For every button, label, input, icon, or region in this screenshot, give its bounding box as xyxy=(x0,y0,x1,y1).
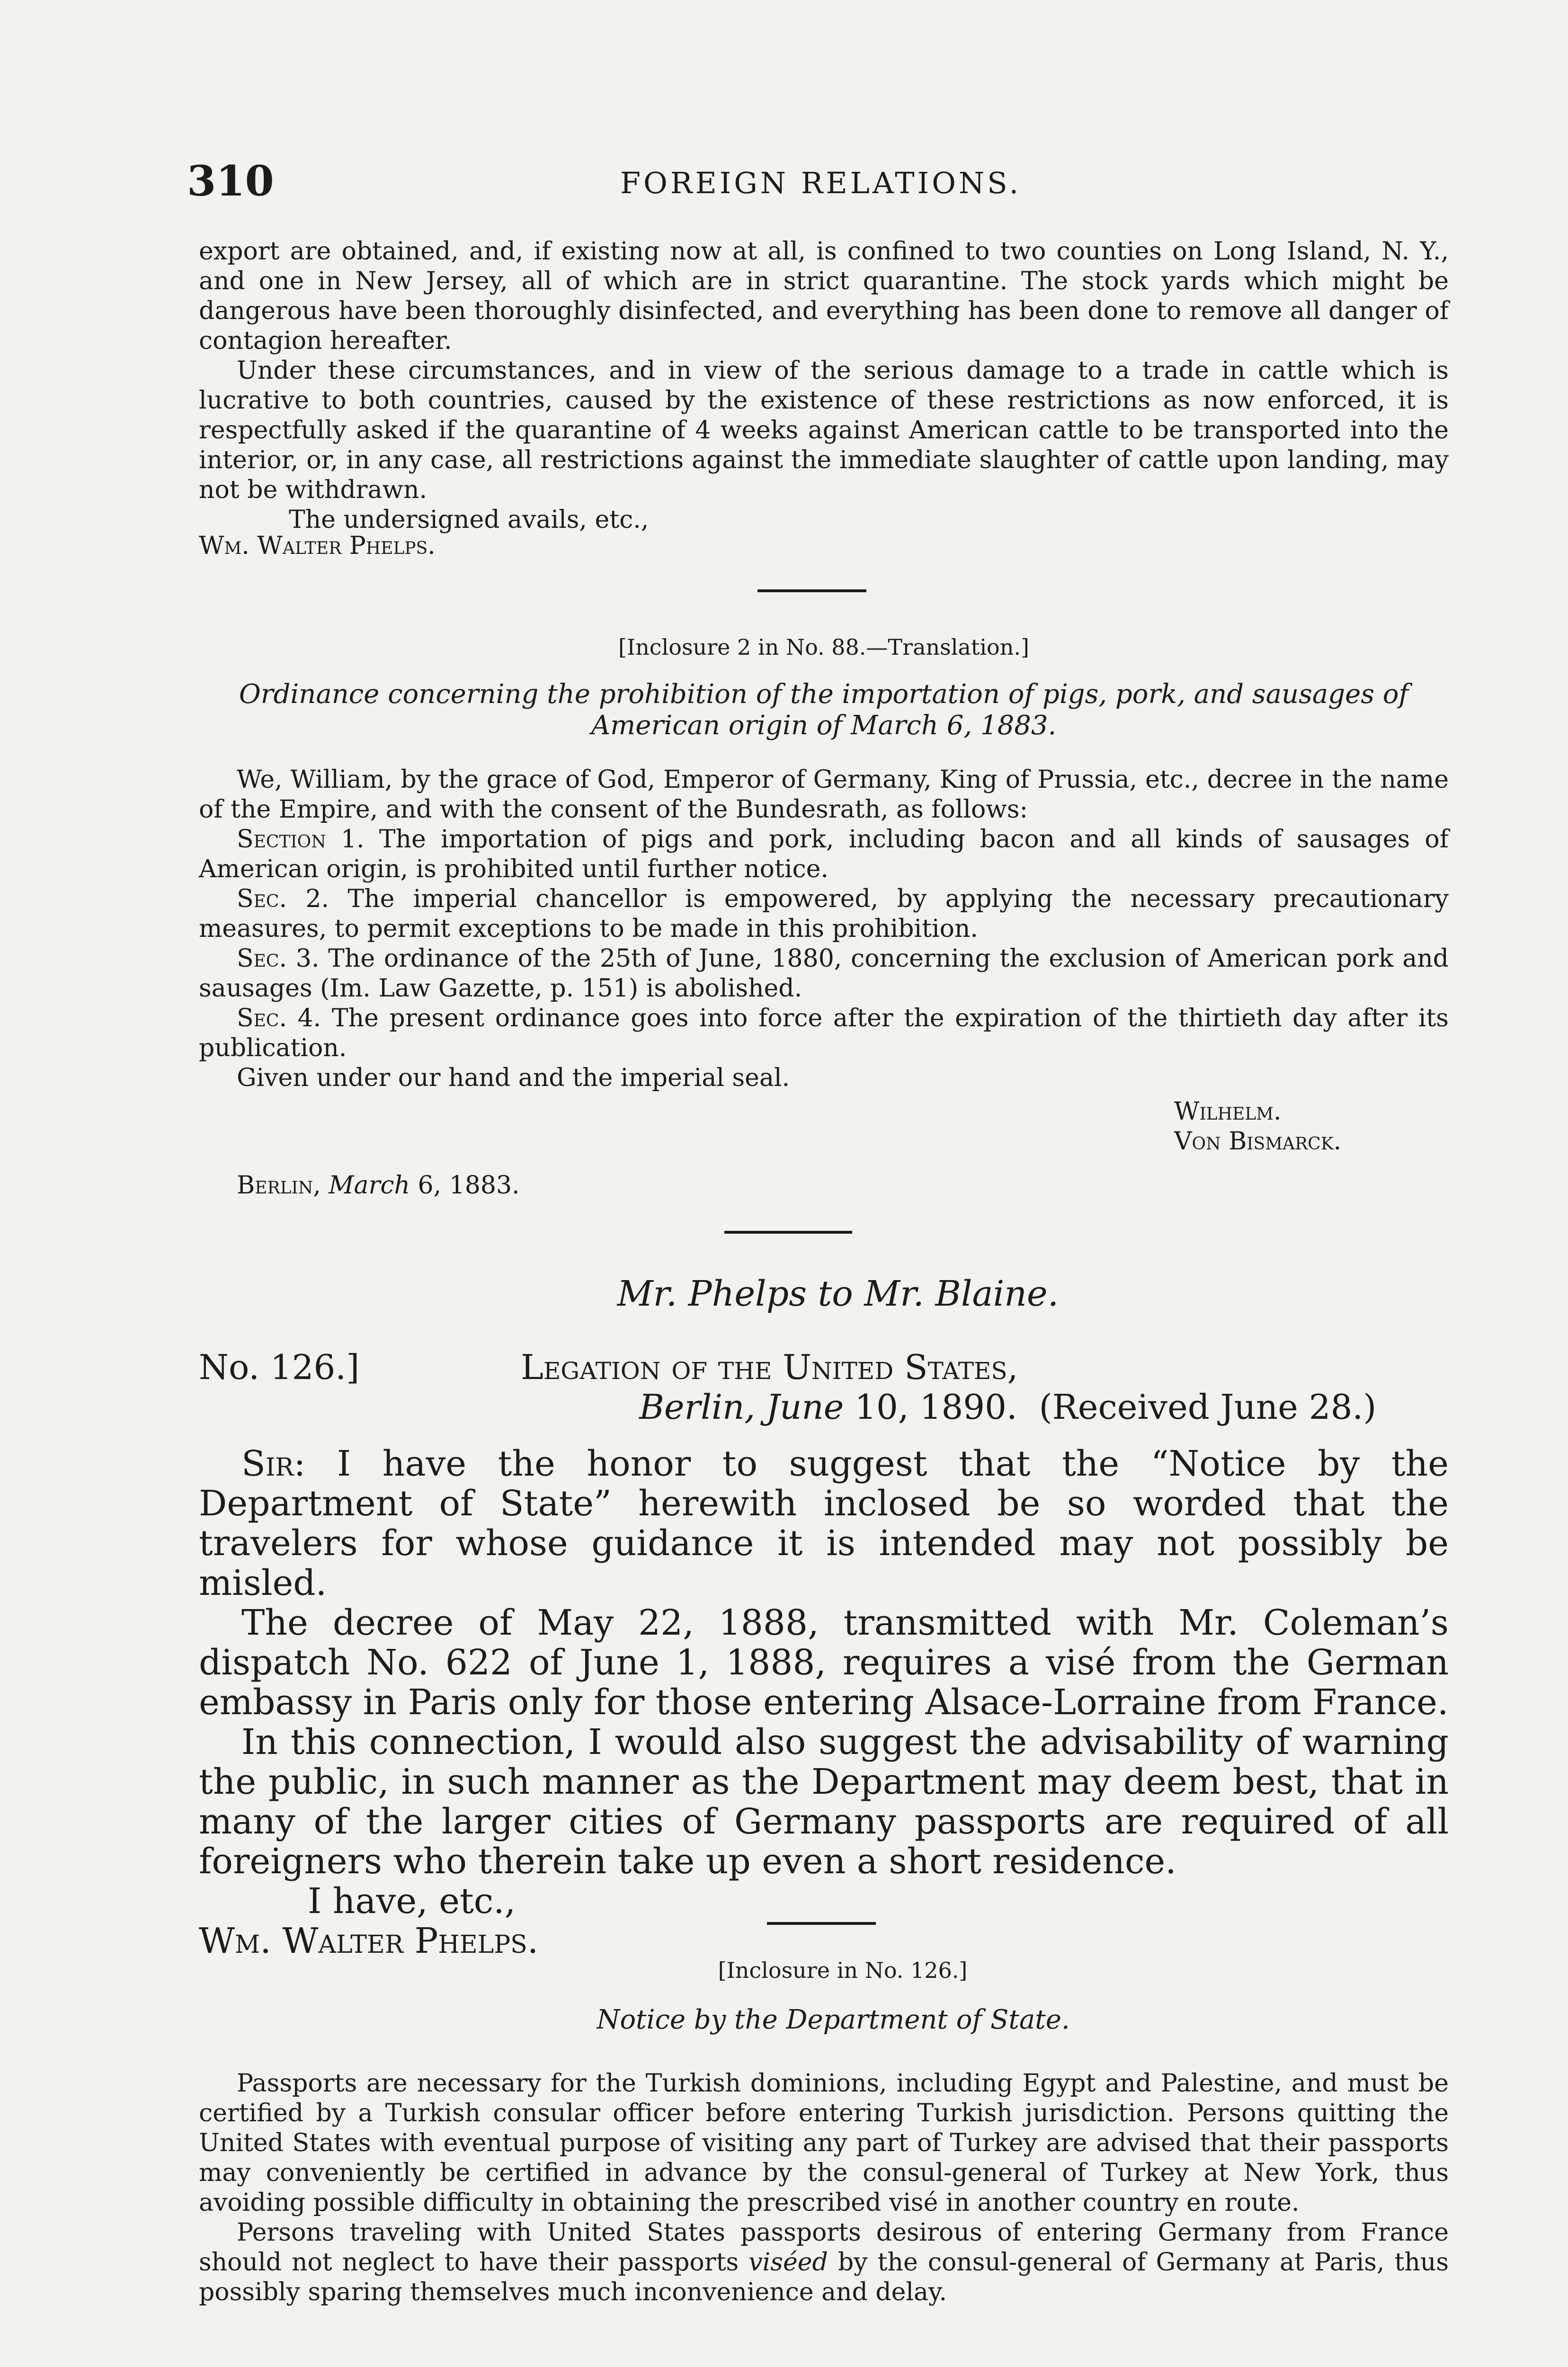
inclosure-notice xyxy=(199,1958,1449,2307)
preamble: We, William, by the grace of God, Emperor of Germany, King of Prussia, etc., decree in the name of the Empire, and with the consent of the Bundesrath, as follows: xyxy=(199,765,1449,824)
date-rest: 6, 1883. xyxy=(410,1171,520,1200)
ordinance-title-line-2: American origin of March 6, 1883. xyxy=(591,710,1057,741)
paragraph-text: I have the honor to suggest that the “Notice by the Department of State” herewith inclosed be so worded that the travelers for whose guidance it is intended may not possibly be misled. xyxy=(199,1443,1449,1603)
inclosure-label: [Inclosure in No. 126.] xyxy=(718,1958,968,1983)
ordinance-title-line-1: Ordinance concerning the prohibition of the importation of pigs, pork, and sausages of xyxy=(239,679,1409,710)
divider xyxy=(767,1922,876,1925)
legation-line xyxy=(199,1347,1449,1387)
section-head: Sec. 4. xyxy=(237,1004,321,1032)
signer: Wilhelm. xyxy=(1174,1097,1282,1126)
paragraph: In this connection, I would also suggest the advisability of warning the public, in such manner as the Department may deem best, that in many of the larger cities of Germany passports are required of all foreigners who therein take up even a short residence. xyxy=(199,1722,1449,1882)
signers xyxy=(1174,1097,1449,1157)
section-text: The ordinance of the 25th of June, 1880, concerning the exclusion of American pork and sausages (Im. Law Gazette, p. 151) is abolished. xyxy=(199,944,1449,1003)
section-4 xyxy=(199,1004,1449,1063)
section-2 xyxy=(199,884,1449,944)
date-line xyxy=(199,1387,1449,1427)
section-text: The present ordinance goes into force after the expiration of the thirtieth day after its publication. xyxy=(199,1004,1449,1062)
paragraph xyxy=(199,2218,1449,2307)
section-text: The imperial chancellor is empowered, by applying the necessary precautionary measures, to permit exceptions to be made in this prohibition. xyxy=(199,885,1449,943)
paragraph-italic: viséed xyxy=(748,2248,828,2277)
page-number: 310 xyxy=(187,156,274,205)
paragraph: export are obtained, and, if existing now at all, is confined to two counties on Long Island, N. Y., and one in New Jersey, all of which are in strict quarantine. The stock yards which might be dangerous have been thoroughly disinfected, and everything has been done to remove all danger of contagion hereafter. xyxy=(199,237,1449,355)
section-3 xyxy=(199,944,1449,1004)
dateline xyxy=(237,1171,1449,1201)
given-clause: Given under our hand and the imperial seal. xyxy=(237,1064,790,1092)
running-head: FOREIGN RELATIONS. xyxy=(620,166,1022,200)
divider xyxy=(757,589,866,592)
section-head: Sec. 2. xyxy=(237,885,329,913)
letter-body xyxy=(199,1444,1449,1961)
date-month: March xyxy=(329,1171,410,1200)
legation: Legation of the United States, xyxy=(521,1347,1018,1387)
salutation: Sir: xyxy=(241,1443,306,1484)
place: Berlin, xyxy=(237,1171,321,1200)
notice-title: Notice by the Department of State. xyxy=(597,2004,1070,2035)
signature: Wm. Walter Phelps. xyxy=(199,532,436,560)
letter-date-month: June xyxy=(766,1387,844,1427)
inclosure-label: [Inclosure 2 in No. 88.—Translation.] xyxy=(618,634,1029,660)
paragraph: The decree of May 22, 1888, transmitted with Mr. Coleman’s dispatch No. 622 of June 1, 1888, requires a visé from the German embassy in Paris only for those entering Alsace-Lorraine from France. xyxy=(199,1602,1449,1723)
section-1 xyxy=(199,825,1449,884)
letter-heading: Mr. Phelps to Mr. Blaine. xyxy=(617,1273,1059,1314)
letter-date-rest: 10, 1890. xyxy=(844,1387,1017,1427)
paragraph-text: by the consul-general of Germany at Paris, thus possibly sparing themselves much inconvenience and delay. xyxy=(199,2248,1449,2306)
letter-city: Berlin, xyxy=(639,1387,756,1427)
paragraph-text: Persons traveling with United States passports desirous of entering Germany from France should not neglect to have their passports xyxy=(199,2218,1449,2277)
note-continuation xyxy=(199,237,1449,561)
divider xyxy=(724,1231,852,1234)
paragraph: Passports are necessary for the Turkish dominions, including Egypt and Palestine, and must be certified by a Turkish consular officer before entering Turkish jurisdiction. Persons quitting the United States with eventual purpose of visiting any part of Turkey are advised that their passports may conveniently be certified in advance by the consul-general of Turkey at New York, thus avoiding possible difficulty in obtaining the prescribed visé in another country en route. xyxy=(199,2069,1449,2217)
paragraph: The undersigned avails, etc., xyxy=(289,506,649,534)
paragraph xyxy=(199,1444,1449,1603)
signer: Von Bismarck. xyxy=(1174,1127,1342,1156)
section-text: The importation of pigs and pork, including bacon and all kinds of sausages of American origin, is prohibited until further notice. xyxy=(199,825,1449,883)
page-header xyxy=(187,156,1465,227)
signature: Wm. Walter Phelps. xyxy=(199,1921,539,1961)
letter-no-126 xyxy=(199,1273,1449,1961)
section-head: Sec. 3. xyxy=(237,944,320,973)
closing: I have, etc., xyxy=(308,1881,516,1922)
received-date: (Received June 28.) xyxy=(1039,1387,1377,1427)
inclosure-2 xyxy=(199,634,1449,1201)
letter-number: No. 126.] xyxy=(199,1347,360,1387)
section-head: Section 1. xyxy=(237,825,365,854)
paragraph: Under these circumstances, and in view of the serious damage to a trade in cattle which is lucrative to both countries, caused by the existence of these restrictions as now enforced, it is respectfully asked if the quarantine of 4 weeks against American cattle to be transported into the interior, or, in any case, all restrictions against the immediate slaughter of cattle upon landing, may not be withdrawn. xyxy=(199,356,1449,504)
